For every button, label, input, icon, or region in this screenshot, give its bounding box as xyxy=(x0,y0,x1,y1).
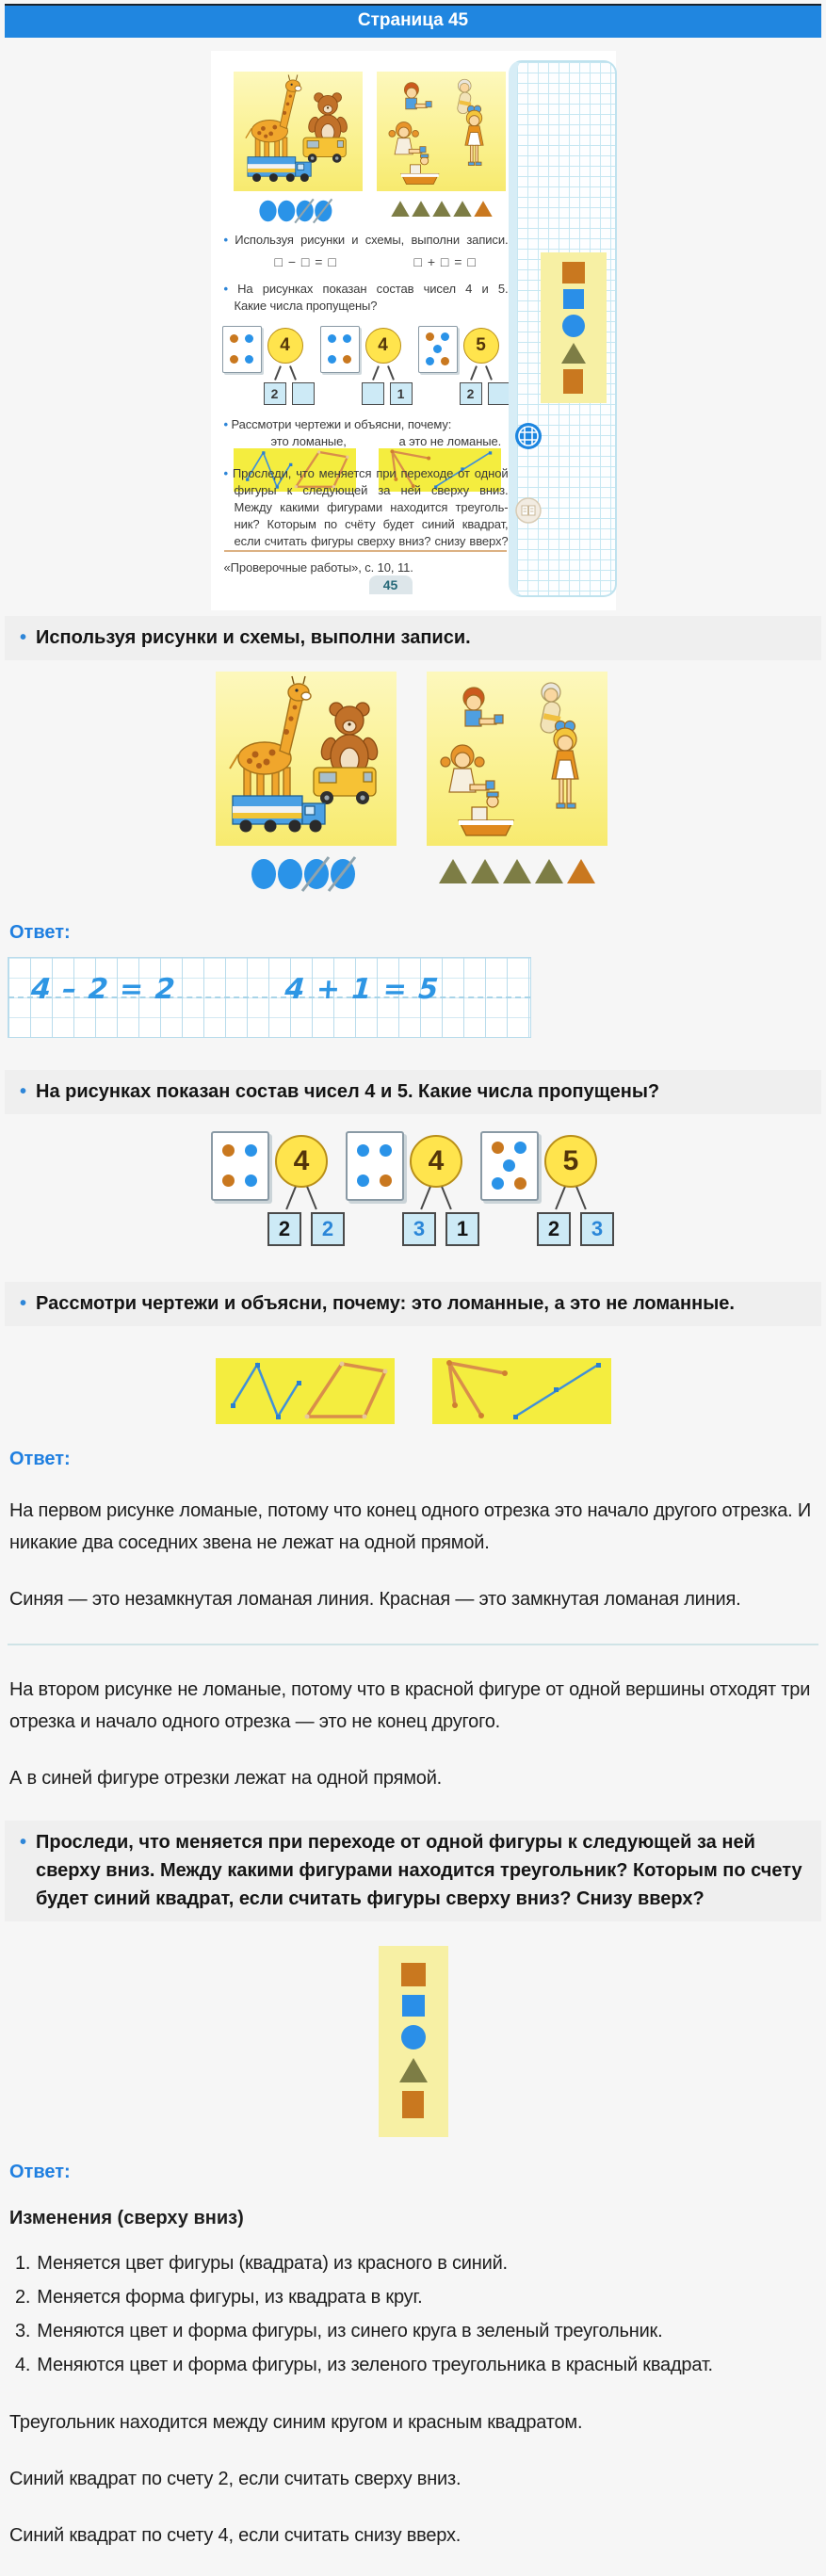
list-item xyxy=(15,2348,817,2382)
giraffe-icon xyxy=(230,676,311,803)
connector-line xyxy=(420,1187,431,1210)
total-circle: 5 xyxy=(544,1135,597,1188)
scan-footer-reference: «Проверочные работы», с. 10, 11. xyxy=(223,560,413,575)
answer-paragraph: Синяя — это незамкнутая ломаная линия. Красная — это замкнутая ломаная линия. xyxy=(9,1589,741,1610)
dot-orange xyxy=(230,355,238,364)
handwriting-grid xyxy=(8,957,531,1038)
answer-paragraph: А в синей фигуре отрезки лежат на одной прямой. xyxy=(9,1768,443,1789)
triangle-olive-figure xyxy=(561,343,586,364)
answer-paragraph: Треугольник находится между синим кругом и красным квадратом. xyxy=(9,2412,583,2433)
scan-task-4-line4: ник? Которым по счёту будет синий квадрат, xyxy=(234,517,509,531)
total-circle: 4 xyxy=(275,1135,328,1188)
scan-task-3 xyxy=(224,416,452,432)
part-box-given: 2 xyxy=(537,1212,571,1246)
dot-blue xyxy=(441,332,449,341)
circle-blue-figure xyxy=(562,315,585,337)
dots-card xyxy=(222,326,262,373)
connector-line xyxy=(274,365,281,380)
part-box-empty xyxy=(362,382,384,405)
van-icon xyxy=(314,768,376,804)
connector-line xyxy=(470,365,477,380)
dot-blue xyxy=(380,1144,392,1157)
composition-group xyxy=(346,1127,480,1259)
list-item-number: 4. xyxy=(15,2355,31,2375)
part-box-answer: 3 xyxy=(402,1212,436,1246)
truck-icon xyxy=(247,157,310,182)
equation-plus-template: □ + □ = □ xyxy=(413,254,477,269)
bullet-icon: • xyxy=(223,417,228,431)
circles-scheme xyxy=(254,198,341,227)
toys-image xyxy=(234,72,363,191)
booklet-icon xyxy=(515,497,542,527)
task-heading-1-text: Используя рисунки и схемы, выполни записи. xyxy=(36,627,471,648)
answer-subheading: Изменения (сверху вниз) xyxy=(9,2208,244,2228)
total-circle: 4 xyxy=(365,328,401,364)
dot-blue xyxy=(433,345,442,353)
circles-scheme-large xyxy=(250,855,363,898)
doll-apron-icon xyxy=(388,122,425,154)
page-number-badge: 45 xyxy=(369,575,413,594)
dot-blue xyxy=(357,1175,369,1187)
doll-sitting-icon xyxy=(463,688,503,726)
dolls-image xyxy=(377,72,506,191)
dots-card xyxy=(211,1131,269,1201)
list-item-number: 2. xyxy=(15,2287,31,2308)
label-not-broken-lines: а это не ломаные. xyxy=(398,434,502,448)
total-circle: 5 xyxy=(463,328,499,364)
answer-paragraph: Синий квадрат по счету 4, если считать снизу вверх. xyxy=(9,2525,462,2546)
dot-blue xyxy=(245,1144,257,1157)
line-drawings-row xyxy=(0,1358,826,1424)
scan-task-4-line5: если считать фигуры сверху вниз? снизу вверх? xyxy=(234,534,509,548)
connector-line xyxy=(387,365,394,380)
list-item-text: Меняются цвет и форма фигуры, из зеленого треугольника в красный квадрат. xyxy=(37,2355,713,2375)
answer-label: Ответ: xyxy=(9,2162,71,2182)
scan-task-1 xyxy=(224,232,509,248)
triangles-scheme-large xyxy=(437,855,597,890)
giraffe-icon xyxy=(245,74,300,162)
scan-task-4-line1 xyxy=(224,465,509,481)
changes-list xyxy=(15,2246,817,2382)
bullet-icon: • xyxy=(20,1081,27,1102)
dot-orange xyxy=(343,355,351,364)
composition-group xyxy=(480,1127,615,1259)
scan-task-4-line2: фигуры к следующей за ней сверху вниз. xyxy=(234,483,509,497)
dot-orange xyxy=(441,357,449,365)
connector-line xyxy=(441,1187,452,1210)
square-blue-figure xyxy=(402,1995,425,2017)
scan-task-1-text: Используя рисунки и схемы, выполни записи. xyxy=(235,233,509,247)
handwritten-equation-1: 4 – 2 = 2 xyxy=(29,973,177,1006)
square-orange-figure xyxy=(562,262,585,284)
figures-strip-large xyxy=(379,1946,448,2137)
bullet-icon: • xyxy=(223,282,228,296)
toy-boat-icon xyxy=(400,154,438,185)
dot-orange xyxy=(222,1175,235,1187)
composition-group xyxy=(418,322,508,409)
answer-paragraph: Синий квадрат по счету 2, если считать сверху вниз. xyxy=(9,2469,462,2489)
globe-grid-icon xyxy=(514,422,543,453)
square-blue-figure xyxy=(563,289,584,309)
composition-group xyxy=(320,322,410,409)
dot-blue xyxy=(328,334,336,343)
bullet-icon: • xyxy=(223,466,228,480)
part-box-empty xyxy=(292,382,315,405)
equation-minus-template: □ − □ = □ xyxy=(274,254,337,269)
doll-standing-icon xyxy=(552,721,578,809)
dot-orange xyxy=(230,334,238,343)
part-box-given: 2 xyxy=(267,1212,301,1246)
part-box: 2 xyxy=(264,382,286,405)
doll-apron-icon xyxy=(441,745,494,792)
part-box-given: 1 xyxy=(445,1212,479,1246)
doll-sitting-icon xyxy=(404,83,431,109)
part-box: 1 xyxy=(390,382,413,405)
task-heading-2 xyxy=(5,1070,821,1114)
broken-lines-image-large xyxy=(216,1358,395,1424)
bullet-icon: • xyxy=(20,1832,27,1853)
list-item xyxy=(15,2246,817,2280)
square-orange-figure xyxy=(402,2091,424,2118)
dot-orange xyxy=(514,1177,526,1190)
list-item-number: 1. xyxy=(15,2253,31,2274)
answer-paragraph: На втором рисунке не ломаные, потому что в красной фигуре от одной вершины отходят три отрезка и начало одного отрезка — это не конец другого. xyxy=(9,1679,811,1732)
dots-card xyxy=(320,326,360,373)
list-item-number: 3. xyxy=(15,2321,31,2341)
composition-diagram xyxy=(0,1127,826,1259)
dots-card xyxy=(480,1131,539,1201)
doll-standing-icon xyxy=(464,105,482,166)
scan-task-4-line3: Между какими фигурами находится треуголь- xyxy=(234,500,509,514)
page-title: Страница 45 xyxy=(5,4,821,38)
dot-blue xyxy=(343,334,351,343)
bullet-icon: • xyxy=(223,233,228,247)
not-broken-lines-image-large xyxy=(432,1358,611,1424)
part-box: 2 xyxy=(460,382,482,405)
scan-task-2-line1 xyxy=(224,281,509,297)
connector-line xyxy=(372,365,379,380)
dot-blue xyxy=(357,1144,369,1157)
figures-strip xyxy=(541,252,607,403)
list-item xyxy=(15,2314,817,2348)
circle-blue-figure xyxy=(401,2025,426,2049)
dot-blue xyxy=(245,1175,257,1187)
dot-blue xyxy=(426,357,434,365)
dot-orange xyxy=(426,332,434,341)
answer-paragraph: На первом рисунке ломаные, потому что конец одного отрезка это начало другого отрезка. И никакие два соседних звена не лежат на одной прямой. xyxy=(9,1500,812,1553)
list-item-text: Меняются цвет и форма фигуры, из синего круга в зеленый треугольник. xyxy=(37,2321,663,2341)
section-divider xyxy=(8,1644,818,1645)
bullet-icon: • xyxy=(20,627,27,648)
triangles-scheme xyxy=(390,198,494,221)
task-heading-3 xyxy=(5,1282,821,1326)
dot-blue xyxy=(245,334,253,343)
connector-line xyxy=(555,1187,566,1210)
dot-orange xyxy=(380,1175,392,1187)
task-heading-1 xyxy=(5,616,821,660)
connector-line xyxy=(575,1187,587,1210)
square-orange-figure xyxy=(401,1963,426,1986)
total-circle: 4 xyxy=(267,328,303,364)
part-box-answer: 2 xyxy=(311,1212,345,1246)
scan-task-3-text: Рассмотри чертежи и объясни, почему: xyxy=(231,417,452,431)
task-heading-4-text: Проследи, что меняется при переходе от одной фигуры к следующей за ней сверху вниз. Между какими фигурами находится треугольник? Которым по счету будет синий квадрат, если считать фигуры сверху вниз? Снизу вверх? xyxy=(36,1832,802,1909)
van-icon xyxy=(302,138,345,163)
dot-blue xyxy=(492,1177,504,1190)
dot-blue xyxy=(328,355,336,364)
composition-group xyxy=(211,1127,346,1259)
list-item-text: Меняется цвет фигуры (квадрата) из красного в синий. xyxy=(37,2253,508,2274)
label-broken-lines: это ломаные, xyxy=(270,434,347,448)
scan-task-2-text1: На рисунках показан состав чисел 4 и 5. xyxy=(237,282,509,296)
truck-icon xyxy=(233,796,325,833)
pictures-row xyxy=(216,672,826,898)
connector-line xyxy=(289,365,296,380)
total-circle: 4 xyxy=(410,1135,462,1188)
composition-group xyxy=(222,322,312,409)
textbook-scan xyxy=(211,51,616,610)
toy-boat-icon xyxy=(459,792,513,835)
dot-orange xyxy=(492,1142,504,1154)
part-box-empty xyxy=(488,382,510,405)
dot-blue xyxy=(245,355,253,364)
triangle-olive-figure xyxy=(399,2058,428,2082)
square-orange-figure xyxy=(563,369,583,394)
scan-divider xyxy=(224,550,507,552)
dot-blue xyxy=(514,1142,526,1154)
task-heading-4 xyxy=(5,1821,821,1921)
answer-label: Ответ: xyxy=(9,922,71,943)
connector-line xyxy=(285,1187,297,1210)
toys-image-large xyxy=(216,672,397,846)
scan-task-2-line2: Какие числа пропущены? xyxy=(234,299,378,313)
dots-card xyxy=(346,1131,404,1201)
handwritten-equation-2: 4 + 1 = 5 xyxy=(283,973,441,1006)
bullet-icon: • xyxy=(20,1293,27,1314)
connector-line xyxy=(306,1187,317,1210)
part-box-answer: 3 xyxy=(580,1212,614,1246)
task-heading-2-text: На рисунках показан состав чисел 4 и 5. Какие числа пропущены? xyxy=(36,1081,660,1102)
task-heading-3-text: Рассмотри чертежи и объясни, почему: это ломанные, а это не ломанные. xyxy=(36,1293,735,1314)
scan-task-4-text1: Проследи, что меняется при переходе от одной xyxy=(232,466,509,480)
dot-blue xyxy=(503,1159,515,1172)
dots-card xyxy=(418,326,458,373)
dot-orange xyxy=(222,1144,235,1157)
answer-label: Ответ: xyxy=(9,1449,71,1469)
dolls-image-large xyxy=(427,672,607,846)
list-item-text: Меняется форма фигуры, из квадрата в круг. xyxy=(37,2287,423,2308)
connector-line xyxy=(485,365,492,380)
